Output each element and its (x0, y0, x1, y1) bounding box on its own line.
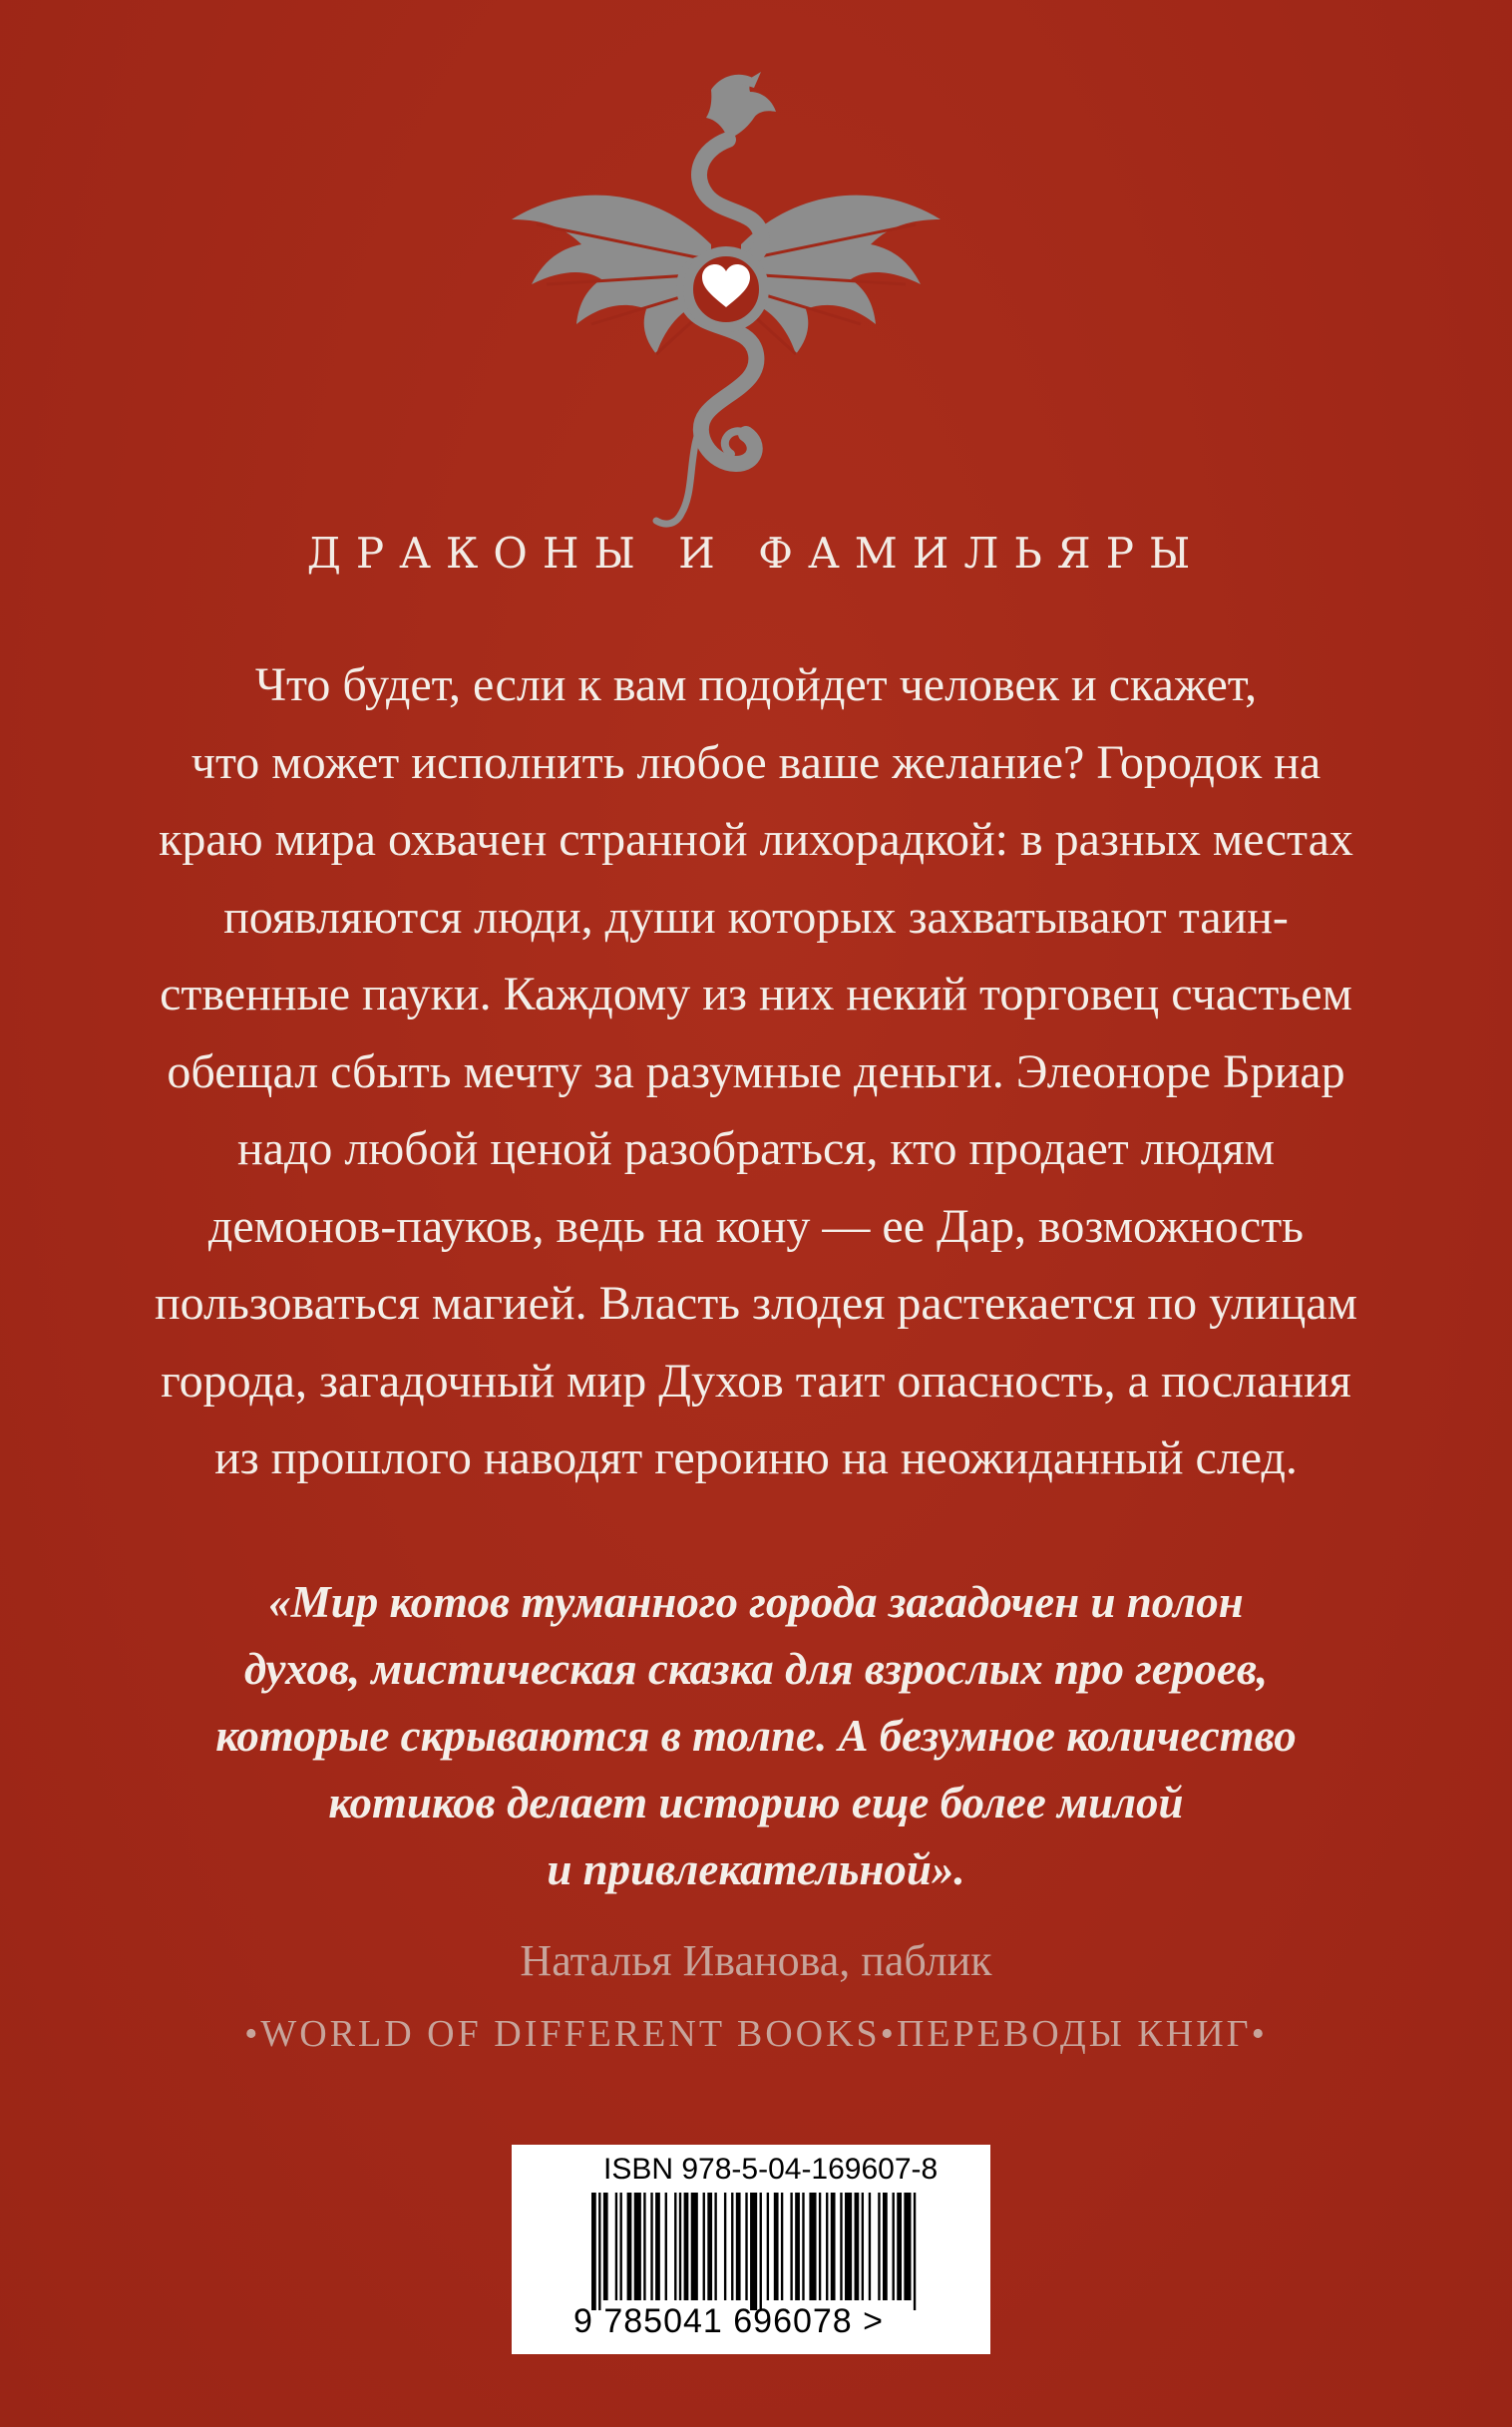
barcode-bar (774, 2193, 779, 2300)
barcode-bar (731, 2193, 733, 2300)
quote-source: •WORLD OF DIFFERENT BOOKS•ПЕРЕВОДЫ КНИГ• (244, 2013, 1268, 2055)
barcode-bar (869, 2193, 871, 2300)
barcode-bar (855, 2193, 860, 2300)
blurb-text (110, 646, 1402, 1497)
barcode-bar (893, 2193, 895, 2300)
blurb-line: краю мира охвачен странной лихорадкой: в разных местах (159, 813, 1353, 866)
barcode-bar (591, 2193, 596, 2310)
barcode-bar (904, 2193, 911, 2300)
quote-line: духов, мистическая сказка для взрослых про героев, (243, 1644, 1269, 1694)
barcode-bar (767, 2193, 769, 2300)
barcode-bar (750, 2193, 757, 2310)
blurb-line: обещал сбыть мечту за разумные деньги. Элеоноре Бриар (167, 1044, 1345, 1098)
barcode-bar (845, 2193, 852, 2300)
barcode-bar (736, 2193, 741, 2300)
barcode-bar (615, 2193, 617, 2300)
barcode-bar (790, 2193, 792, 2300)
barcode-bar (679, 2193, 681, 2300)
quote-line: которые скрываются в толпе. А безумное количество (215, 1711, 1297, 1761)
barcode-bar (724, 2193, 726, 2300)
barcode-bar (598, 2193, 600, 2310)
blurb-line: ственные пауки. Каждому из них некий торговец счастьем (160, 968, 1352, 1020)
barcode-bar (914, 2193, 916, 2310)
barcode-bar (619, 2193, 621, 2300)
quote-line: котиков делает историю еще более милой (328, 1778, 1184, 1827)
barcode-bar (643, 2193, 645, 2300)
barcode-bar (781, 2193, 783, 2300)
ean-digits: 9 785041 696078 > (573, 2302, 885, 2340)
barcode-bar (655, 2193, 660, 2300)
barcode-bar (603, 2193, 608, 2300)
blurb-line: Что будет, если к вам подойдет человек и скажет, (254, 658, 1258, 711)
isbn-barcode (512, 2145, 990, 2354)
barcode-bar (707, 2193, 712, 2300)
isbn-label: ISBN 978-5-04-169607-8 (603, 2153, 939, 2186)
barcode-bar (878, 2193, 880, 2300)
barcode-bar (795, 2193, 800, 2300)
barcode-bar (703, 2193, 705, 2300)
blurb-line: надо любой ценой разобраться, кто продает людям (236, 1122, 1275, 1175)
dragon-heart-emblem-icon (507, 70, 945, 529)
blurb-line: демонов-пауков, ведь на кону — ее Дар, возможность (207, 1199, 1305, 1253)
barcode-bar (831, 2193, 836, 2300)
barcode-bar (862, 2193, 864, 2300)
barcode-bar (819, 2193, 821, 2300)
quote-attribution: Наталья Иванова, паблик (520, 1936, 992, 1985)
barcode-bar (760, 2193, 762, 2310)
barcode-bar (802, 2193, 804, 2300)
barcode-bar (897, 2193, 902, 2300)
blurb-line: что может исполнить любое ваше желание? Городок на (190, 735, 1322, 789)
barcode-bar (826, 2193, 828, 2300)
review-quote (110, 1569, 1402, 1903)
blurb-line: города, загадочный мир Духов таит опасность, а послания (161, 1354, 1351, 1408)
blurb-line: пользоваться магией. Власть злодея растекается по улицам (154, 1277, 1358, 1330)
blurb-line: из прошлого наводят героиню на неожиданный след. (214, 1431, 1298, 1484)
series-title: ДРАКОНЫ И ФАМИЛЬЯРЫ (306, 529, 1206, 578)
barcode-bar (674, 2193, 676, 2300)
barcode-bar (714, 2193, 716, 2300)
barcode-bar (627, 2193, 632, 2300)
barcode-bar (665, 2193, 667, 2300)
barcode-bar (840, 2193, 842, 2300)
barcode-bar (691, 2193, 698, 2300)
barcode-bar (684, 2193, 689, 2300)
barcode-bar (634, 2193, 641, 2300)
quote-line: «Мир котов туманного города загадочен и полон (268, 1577, 1244, 1627)
barcode-bars (591, 2193, 921, 2310)
barcode-bar (809, 2193, 816, 2300)
barcode-bar (650, 2193, 652, 2300)
barcode-bar (745, 2193, 747, 2300)
quote-line: и привлекательной». (547, 1844, 965, 1894)
barcode-bar (883, 2193, 888, 2300)
blurb-line: появляются люди, души которых захватывают таин- (223, 890, 1289, 944)
